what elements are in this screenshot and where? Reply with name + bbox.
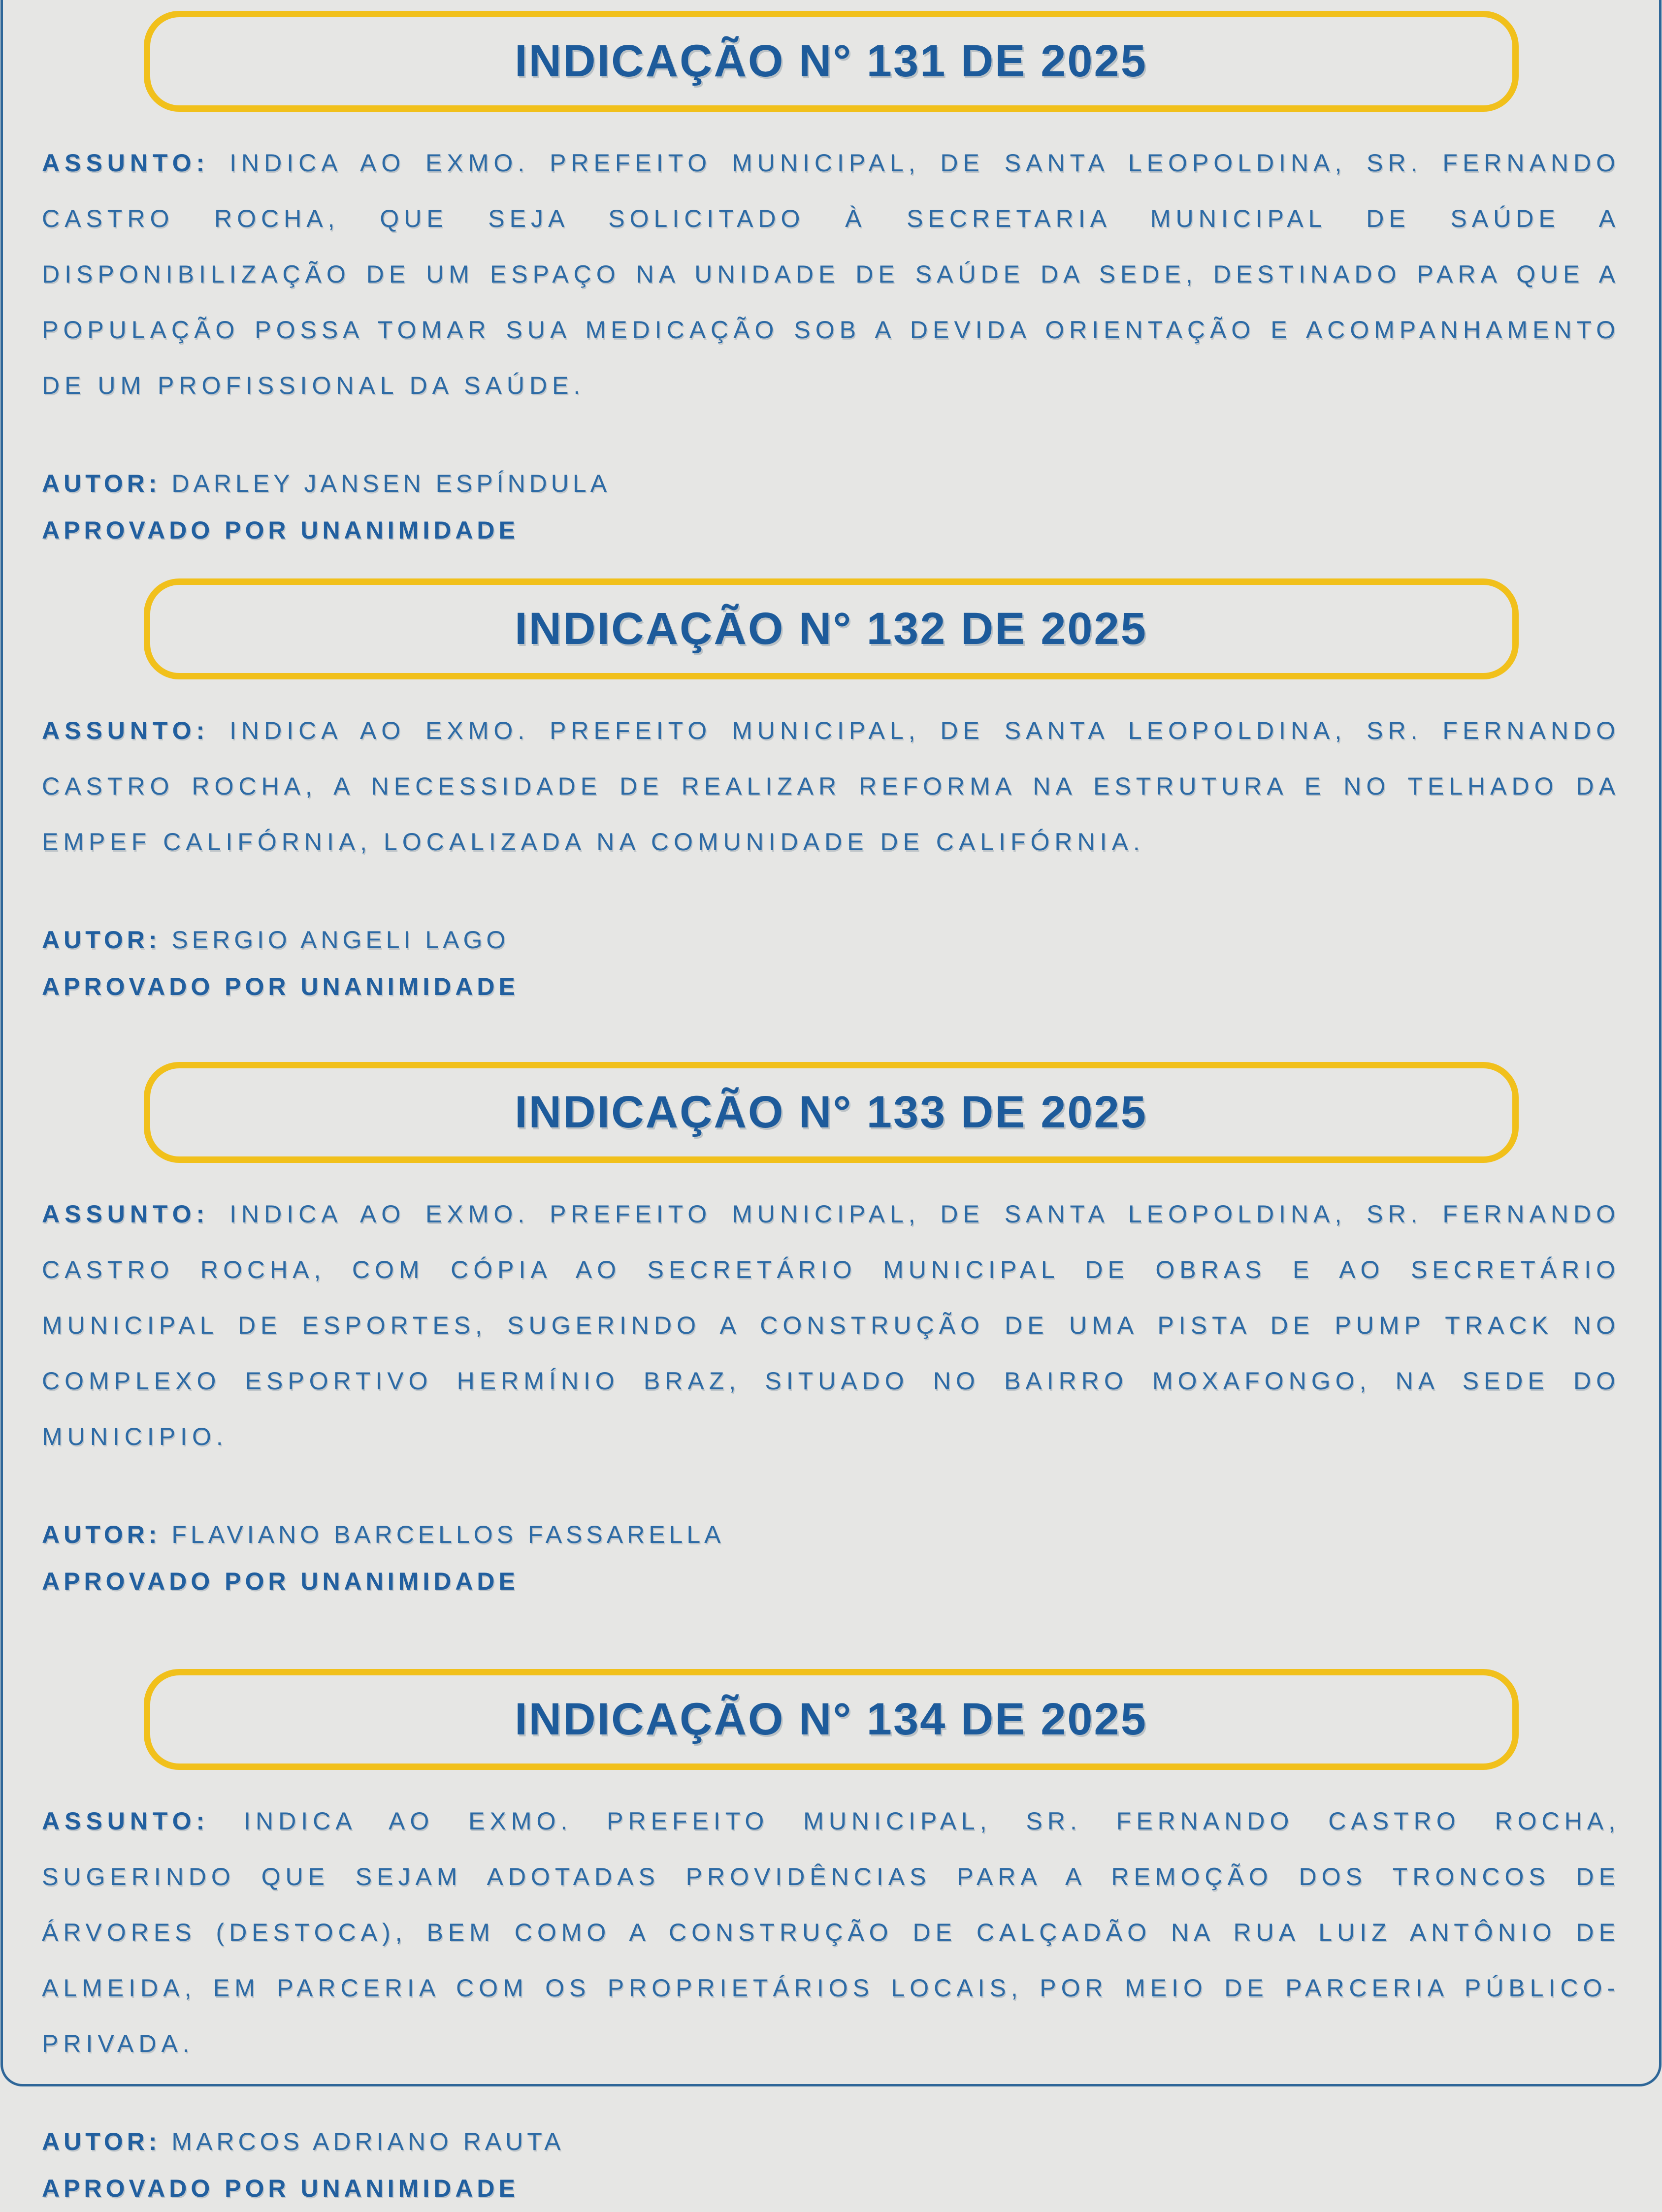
author-name: DARLEY JANSEN ESPÍNDULA [171, 470, 611, 497]
author-line [42, 460, 1620, 507]
indication-title: INDICAÇÃO N° 133 DE 2025 [515, 1087, 1147, 1137]
subject-text: INDICA AO EXMO. PREFEITO MUNICIPAL, DE SANTA LEOPOLDINA, SR. FERNANDO CASTRO ROCHA, COM CÓPIA AO SECRETÁRIO MUNICIPAL DE OBRAS E AO SECRETÁRIO MUNICIPAL DE ESPORTES, SUGERINDO A CONSTRUÇÃO DE UMA PISTA DE PUMP TRACK NO COMPLEXO ESPORTIVO HERMÍNIO BRAZ, SITUADO NO BAIRRO MOXAFONGO, NA SEDE DO MUNICIPIO. [42, 1200, 1620, 1450]
indication-title-box [144, 11, 1519, 112]
subject-label: ASSUNTO: [42, 1200, 210, 1228]
author-label: AUTOR: [42, 926, 161, 954]
author-label: AUTOR: [42, 1521, 161, 1548]
author-label: AUTOR: [42, 2128, 161, 2155]
approval-line: APROVADO POR UNANIMIDADE [42, 516, 519, 544]
subject-label: ASSUNTO: [42, 149, 210, 177]
author-line [42, 1511, 1620, 1558]
indication-section-134 [42, 1669, 1620, 2212]
document-page [0, 11, 1662, 2212]
indication-title: INDICAÇÃO N° 131 DE 2025 [515, 36, 1147, 86]
credits-block [42, 1511, 1620, 1605]
approval-line: APROVADO POR UNANIMIDADE [42, 2175, 519, 2202]
author-line [42, 917, 1620, 963]
approval-line: APROVADO POR UNANIMIDADE [42, 1568, 519, 1595]
subject-paragraph [42, 1794, 1620, 2072]
subject-text: INDICA AO EXMO. PREFEITO MUNICIPAL, SR. FERNANDO CASTRO ROCHA, SUGERINDO QUE SEJAM ADOTADAS PROVIDÊNCIAS PARA A REMOÇÃO DOS TRONCOS DE ÁRVORES (DESTOCA), BEM COMO A CONSTRUÇÃO DE CALÇADÃO NA RUA LUIZ ANTÔNIO DE ALMEIDA, EM PARCERIA COM OS PROPRIETÁRIOS LOCAIS, POR MEIO DE PARCERIA PÚBLICO-PRIVADA. [42, 1807, 1620, 2057]
approval-line: APROVADO POR UNANIMIDADE [42, 973, 519, 1000]
credits-block [42, 917, 1620, 1010]
indication-title-box [144, 578, 1519, 679]
indication-title: INDICAÇÃO N° 134 DE 2025 [515, 1694, 1147, 1744]
subject-paragraph [42, 1186, 1620, 1465]
indication-title: INDICAÇÃO N° 132 DE 2025 [515, 604, 1147, 654]
subject-paragraph [42, 135, 1620, 414]
subject-paragraph [42, 703, 1620, 870]
indication-section-133 [42, 1062, 1620, 1605]
subject-text: INDICA AO EXMO. PREFEITO MUNICIPAL, DE SANTA LEOPOLDINA, SR. FERNANDO CASTRO ROCHA, A NECESSIDADE DE REALIZAR REFORMA NA ESTRUTURA E NO TELHADO DA EMPEF CALIFÓRNIA, LOCALIZADA NA COMUNIDADE DE CALIFÓRNIA. [42, 717, 1620, 856]
subject-text: INDICA AO EXMO. PREFEITO MUNICIPAL, DE SANTA LEOPOLDINA, SR. FERNANDO CASTRO ROCHA, QUE SEJA SOLICITADO À SECRETARIA MUNICIPAL DE SAÚDE A DISPONIBILIZAÇÃO DE UM ESPAÇO NA UNIDADE DE SAÚDE DA SEDE, DESTINADO PARA QUE A POPULAÇÃO POSSA TOMAR SUA MEDICAÇÃO SOB A DEVIDA ORIENTAÇÃO E ACOMPANHAMENTO DE UM PROFISSIONAL DA SAÚDE. [42, 149, 1620, 399]
indication-title-box [144, 1669, 1519, 1770]
indication-title-box [144, 1062, 1519, 1163]
author-name: MARCOS ADRIANO RAUTA [171, 2128, 565, 2155]
credits-block [42, 460, 1620, 554]
author-line [42, 2118, 1620, 2165]
indication-section-131 [42, 11, 1620, 554]
author-name: FLAVIANO BARCELLOS FASSARELLA [171, 1521, 725, 1548]
credits-block [42, 2118, 1620, 2212]
author-label: AUTOR: [42, 470, 161, 497]
indication-section-132 [42, 578, 1620, 1010]
subject-label: ASSUNTO: [42, 717, 210, 744]
subject-label: ASSUNTO: [42, 1807, 210, 1835]
author-name: SERGIO ANGELI LAGO [171, 926, 510, 954]
